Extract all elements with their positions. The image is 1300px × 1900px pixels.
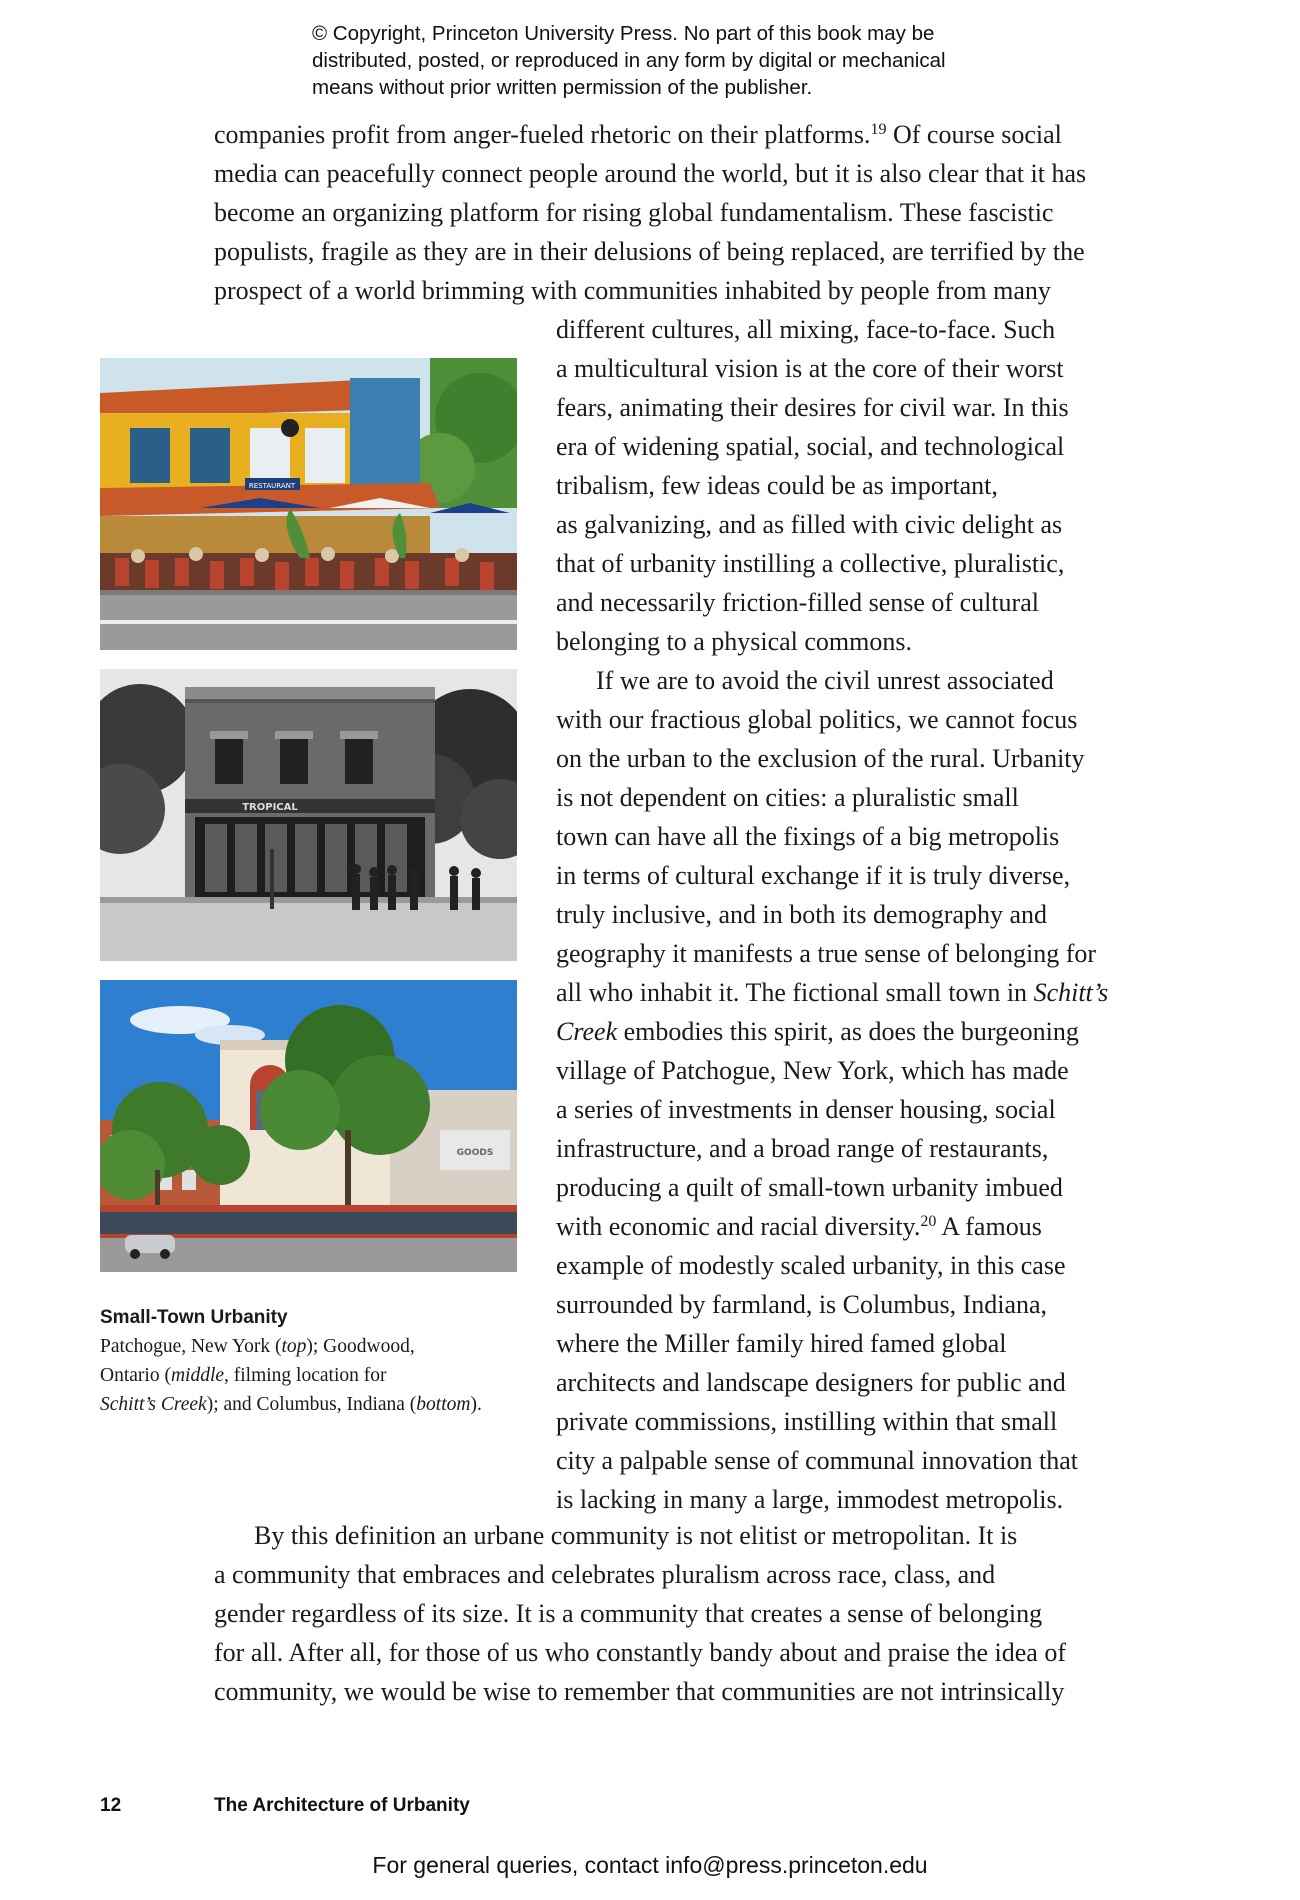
photo-columbus bbox=[100, 980, 517, 1272]
body-paragraph-3 bbox=[214, 1516, 1066, 1711]
text-line: become an organizing platform for rising global fundamentalism. These fascistic bbox=[214, 198, 1054, 227]
text-line: a series of investments in denser housing, social bbox=[556, 1095, 1056, 1124]
caption-line: Patchogue, New York (top); Goodwood, bbox=[100, 1336, 415, 1357]
footnote-ref[interactable]: 20 bbox=[920, 1213, 937, 1230]
text-line: populists, fragile as they are in their delusions of being replaced, are terrified by the bbox=[214, 237, 1085, 266]
running-title: The Architecture of Urbanity bbox=[214, 1795, 470, 1816]
text-line: town can have all the fixings of a big metropolis bbox=[556, 822, 1060, 851]
photo-columbus-illustration bbox=[100, 980, 517, 1272]
caption-line: Schitt’s Creek); and Columbus, Indiana (bottom). bbox=[100, 1394, 482, 1415]
text-line: different cultures, all mixing, face-to-face. Such bbox=[556, 315, 1056, 344]
footnote-ref[interactable]: 19 bbox=[870, 121, 887, 138]
italic-title: Creek bbox=[556, 1017, 618, 1046]
photo-goodwood bbox=[100, 669, 517, 961]
text-line: in terms of cultural exchange if it is truly diverse, bbox=[556, 861, 1071, 890]
copyright-line: means without prior written permission of the publisher. bbox=[312, 76, 813, 99]
text-line: belonging to a physical commons. bbox=[556, 627, 913, 656]
text-line: village of Patchogue, New York, which has made bbox=[556, 1056, 1069, 1085]
text-line: Creek embodies this spirit, as does the burgeoning bbox=[556, 1017, 1079, 1046]
contact-footer: For general queries, contact info@press.princeton.edu bbox=[372, 1852, 928, 1878]
italic-title: Schitt’s bbox=[1033, 978, 1109, 1007]
text-line: is not dependent on cities: a pluralistic small bbox=[556, 783, 1019, 812]
text-line: producing a quilt of small-town urbanity imbued bbox=[556, 1173, 1063, 1202]
text-line: as galvanizing, and as filled with civic delight as bbox=[556, 510, 1063, 539]
text-line: prospect of a world brimming with communities inhabited by people from many bbox=[214, 276, 1051, 305]
photo-sign-text: RESTAURANT bbox=[248, 482, 296, 490]
photo-goodwood-illustration bbox=[100, 669, 517, 961]
caption-line: Ontario (middle, filming location for bbox=[100, 1365, 387, 1386]
text-line: community, we would be wise to remember that communities are not intrinsically bbox=[214, 1677, 1065, 1706]
text-line: where the Miller family hired famed global bbox=[556, 1329, 1007, 1358]
text-line: city a palpable sense of communal innovation that bbox=[556, 1446, 1079, 1475]
text-line: for all. After all, for those of us who constantly bandy about and praise the idea of bbox=[214, 1638, 1066, 1667]
copyright-notice bbox=[312, 20, 1072, 101]
photo-sign-text: TROPICAL bbox=[242, 802, 298, 813]
text-line: truly inclusive, and in both its demography and bbox=[556, 900, 1048, 929]
text-line: a community that embraces and celebrates pluralism across race, class, and bbox=[214, 1560, 996, 1589]
photo-sign-text: GOODS bbox=[456, 1148, 494, 1158]
text-line: companies profit from anger-fueled rhetoric on their platforms.$^{19}$ Of course social bbox=[214, 120, 1062, 149]
text-line: media can peacefully connect people around the world, but it is also clear that it has bbox=[214, 159, 1087, 188]
copyright-line: © Copyright, Princeton University Press. No part of this book may be bbox=[312, 22, 935, 45]
caption-title: Small-Town Urbanity bbox=[100, 1307, 288, 1328]
text-line: By this definition an urbane community is not elitist or metropolitan. It is bbox=[254, 1521, 1018, 1550]
text-line: all who inhabit it. The fictional small town in Schitt’s bbox=[556, 978, 1109, 1007]
body-paragraph-1 bbox=[214, 115, 1086, 310]
text-line: fears, animating their desires for civil war. In this bbox=[556, 393, 1069, 422]
text-line: a multicultural vision is at the core of their worst bbox=[556, 354, 1064, 383]
text-line: example of modestly scaled urbanity, in this case bbox=[556, 1251, 1066, 1280]
text-line: If we are to avoid the civil unrest associated bbox=[596, 666, 1054, 695]
text-line: private commissions, instilling within that small bbox=[556, 1407, 1058, 1436]
text-line: gender regardless of its size. It is a community that creates a sense of belonging bbox=[214, 1599, 1043, 1628]
page-number: 12 bbox=[100, 1795, 122, 1816]
text-line: surrounded by farmland, is Columbus, Indiana, bbox=[556, 1290, 1048, 1319]
text-line: that of urbanity instilling a collective, pluralistic, bbox=[556, 549, 1065, 578]
text-line: with economic and racial diversity.$^{20}$ A famous bbox=[556, 1212, 1042, 1241]
photo-patchogue bbox=[100, 358, 517, 650]
text-line: is lacking in many a large, immodest metropolis. bbox=[556, 1485, 1064, 1514]
text-line: on the urban to the exclusion of the rural. Urbanity bbox=[556, 744, 1085, 773]
text-line: era of widening spatial, social, and technological bbox=[556, 432, 1065, 461]
text-line: with our fractious global politics, we cannot focus bbox=[556, 705, 1078, 734]
copyright-line: distributed, posted, or reproduced in any form by digital or mechanical bbox=[312, 49, 946, 72]
text-line: tribalism, few ideas could be as important, bbox=[556, 471, 998, 500]
photo-patchogue-illustration bbox=[100, 358, 517, 650]
text-line: infrastructure, and a broad range of restaurants, bbox=[556, 1134, 1049, 1163]
figure-caption bbox=[100, 1303, 540, 1419]
text-line: geography it manifests a true sense of belonging for bbox=[556, 939, 1097, 968]
text-line: architects and landscape designers for public and bbox=[556, 1368, 1066, 1397]
body-column bbox=[556, 310, 1108, 1519]
text-line: and necessarily friction-filled sense of cultural bbox=[556, 588, 1039, 617]
